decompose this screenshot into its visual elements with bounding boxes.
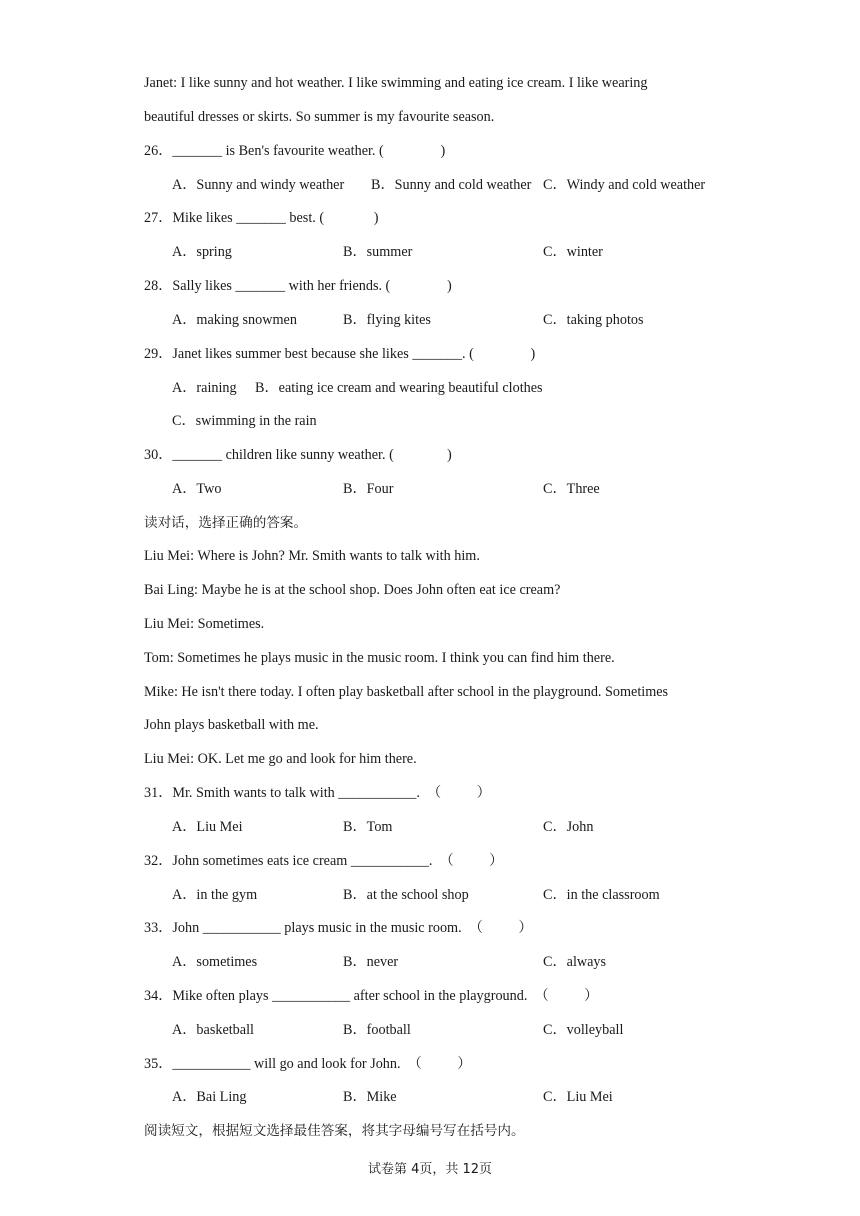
dialogue-line: Liu Mei: Where is John? Mr. Smith wants to talk with him. xyxy=(144,548,480,564)
option-c: C．taking photos xyxy=(543,312,644,328)
question-27-stem: 27．Mike likes _______ best. ( ) xyxy=(144,210,379,226)
option-a: A．Two xyxy=(172,481,222,497)
passage-line: Janet: I like sunny and hot weather. I like swimming and eating ice cream. I like wearing xyxy=(144,75,648,91)
option-a: A．raining xyxy=(172,380,237,396)
option-c: C．Liu Mei xyxy=(543,1089,613,1105)
question-32-stem: 32．John sometimes eats ice cream ___________. （ ） xyxy=(144,853,504,869)
question-34-stem: 34．Mike often plays ___________ after school in the playground. （ ） xyxy=(144,988,599,1004)
option-a: A．making snowmen xyxy=(172,312,297,328)
option-c: C．volleyball xyxy=(543,1022,624,1038)
option-b: B．never xyxy=(343,954,399,970)
option-c: C．always xyxy=(543,954,607,970)
dialogue-line: Liu Mei: Sometimes. xyxy=(144,616,265,632)
option-a: A．spring xyxy=(172,244,232,260)
dialogue-line: Liu Mei: OK. Let me go and look for him there. xyxy=(144,751,417,767)
option-b: B．summer xyxy=(343,244,413,260)
page-footer: 试卷第 4页，共 12页 xyxy=(367,1162,493,1177)
question-28-stem: 28．Sally likes _______ with her friends. ( ) xyxy=(144,278,452,294)
section-instruction: 阅读短文，根据短文选择最佳答案，将其字母编号写在括号内。 xyxy=(144,1123,525,1139)
question-33-stem: 33．John ___________ plays music in the music room. （ ） xyxy=(144,920,533,936)
question-35-stem: 35．___________ will go and look for John. （ ） xyxy=(144,1056,472,1072)
option-a: A．Bai Ling xyxy=(172,1089,247,1105)
option-b: B．Sunny and cold weather xyxy=(371,177,532,193)
question-26-stem: 26．_______ is Ben's favourite weather. ( ) xyxy=(144,143,446,159)
section-instruction: 读对话，选择正确的答案。 xyxy=(144,515,308,531)
dialogue-line: John plays basketball with me. xyxy=(144,717,319,733)
option-b: B．Tom xyxy=(343,819,393,835)
option-b: B．eating ice cream and wearing beautiful clothes xyxy=(255,380,543,396)
option-b: B．Four xyxy=(343,481,394,497)
option-b: B．Mike xyxy=(343,1089,397,1105)
option-a: A．in the gym xyxy=(172,887,258,903)
option-a: A．sometimes xyxy=(172,954,258,970)
option-b: B．at the school shop xyxy=(343,887,469,903)
question-29-stem: 29．Janet likes summer best because she likes _______. ( ) xyxy=(144,346,536,362)
question-30-stem: 30．_______ children like sunny weather. ( ) xyxy=(144,447,452,463)
option-c: C．in the classroom xyxy=(543,887,660,903)
option-a: A．Liu Mei xyxy=(172,819,243,835)
option-c: C．Three xyxy=(543,481,600,497)
dialogue-line: Tom: Sometimes he plays music in the music room. I think you can find him there. xyxy=(144,650,615,666)
option-a: A．Sunny and windy weather xyxy=(172,177,345,193)
option-c: C．swimming in the rain xyxy=(172,413,317,429)
option-b: B．football xyxy=(343,1022,411,1038)
question-31-stem: 31．Mr. Smith wants to talk with ___________. （ ） xyxy=(144,785,491,801)
option-c: C．winter xyxy=(543,244,603,260)
option-a: A．basketball xyxy=(172,1022,254,1038)
passage-line: beautiful dresses or skirts. So summer is my favourite season. xyxy=(144,109,495,125)
option-c: C．Windy and cold weather xyxy=(543,177,706,193)
dialogue-line: Mike: He isn't there today. I often play basketball after school in the playground. Sometimes xyxy=(144,684,669,700)
option-b: B．flying kites xyxy=(343,312,431,328)
option-c: C．John xyxy=(543,819,594,835)
dialogue-line: Bai Ling: Maybe he is at the school shop. Does John often eat ice cream? xyxy=(144,582,561,598)
